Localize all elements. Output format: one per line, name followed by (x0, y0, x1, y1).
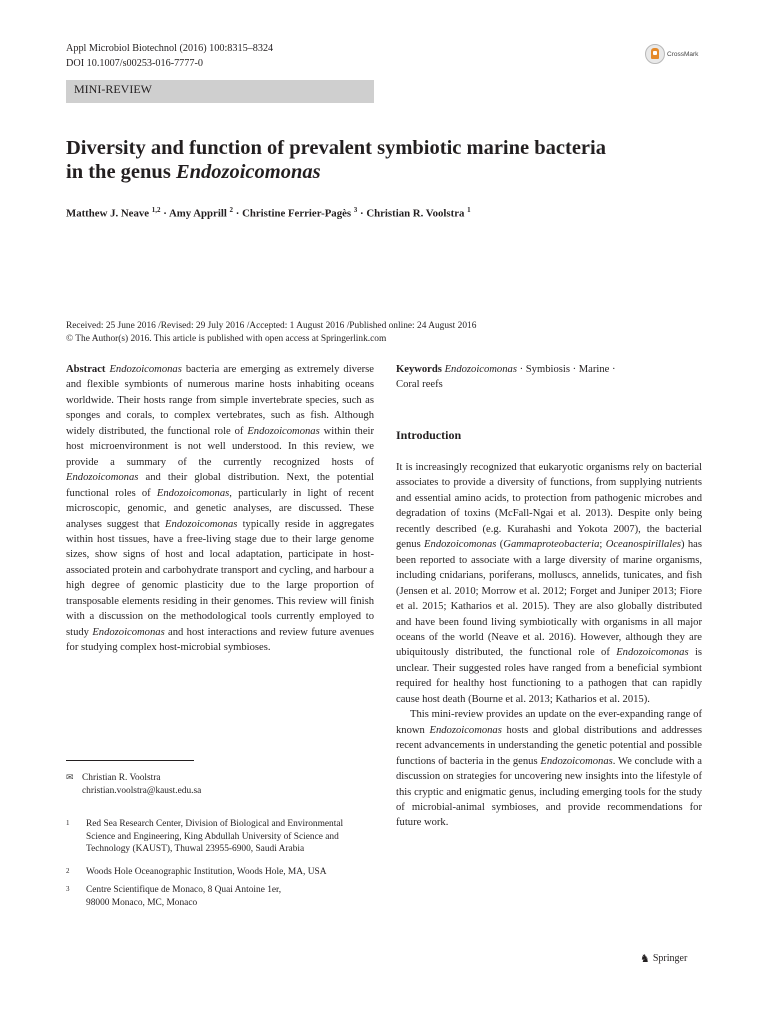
affiliation-line: 98000 Monaco, MC, Monaco (86, 897, 198, 908)
springer-horse-icon: ♞ (640, 952, 650, 965)
envelope-icon: ✉ (66, 773, 74, 783)
text-run: ; (599, 539, 606, 551)
section-heading-introduction: Introduction (396, 428, 462, 442)
open-access-notice: © The Author(s) 2016. This article is published with open access at Springerlink.com (66, 333, 387, 344)
publisher-logo (640, 952, 687, 965)
affiliation-line: Technology (KAUST), Thuwal 23955-6900, Saudi Arabia (86, 844, 305, 854)
affiliation-line: Science and Engineering, King Abdullah University of Science and (86, 831, 339, 842)
italic-term: Endozoicomonas (540, 755, 613, 767)
intro-paragraph-2 (396, 707, 702, 831)
author-list (66, 206, 471, 220)
text-run: It is increasingly recognized that eukaryotic organisms rely on bacterial associates to provide a diversity of functions, from supplying nutrients and essential amino acids, to protection from pathogenic microbes and degradation of toxins (McFall-Ngai et al. 2013). Despite only being recently described (e.g. Kurahashi and Yokota 2007), the bacterial genus (396, 462, 702, 551)
keywords: Keywords Endozoicomonas · Symbiosis · Marine · Coral reefs (396, 364, 616, 391)
abstract (66, 362, 374, 656)
italic-term: Endozoicomonas (165, 518, 238, 530)
author-separator: · (163, 207, 169, 220)
text-run: is unclear. Their suggested roles have ranged from a beneficial symbiont required for healthy host functioning to a pathogen that can rapidly cause host death (Bourne et al. 2013; Katharios et al. 2015). (396, 647, 703, 705)
author-separator: · (360, 207, 367, 220)
italic-term: Endozoicomonas (92, 626, 165, 638)
author-affiliation-mark: 1,2 (151, 206, 161, 214)
correspondence (66, 772, 201, 797)
keyword: Coral reefs (396, 379, 443, 391)
keyword: Marine (578, 364, 610, 375)
affiliation-number: 3 (66, 885, 70, 893)
italic-term: Gammaproteobacteria (503, 539, 600, 551)
crossmark-badge[interactable] (645, 44, 698, 64)
correspondence-name: Christian R. Voolstra (82, 773, 161, 783)
journal-citation-block (66, 41, 273, 71)
italic-term: Oceanospirillales (605, 539, 682, 551)
keywords-label: Keywords (396, 364, 442, 375)
text-run: This mini-review provides an update on the ever-expanding range of known (396, 709, 702, 736)
footnote-divider (66, 760, 194, 761)
italic-term: Endozoicomonas (156, 487, 230, 499)
text-run: ) has been reported to associate with a large diversity of marine organisms, including cnidarians, poriferans, molluscs, annelids, tunicates, and fish (Jensen et al. 2010; Morrow et al. 2012; Forget and Juniper 2013; Fiore et al. 2015; Katharios et al. 2015). They are also globally distributed and have been found living symbiotically with organisms in all major oceans of the world (Neave et al. 2016). However, although they are ubiquitously distributed, the functional role of (396, 539, 702, 659)
text-run: and host interactions and review future avenues for studying complex host-microbial symbioses. (66, 626, 375, 654)
author-affiliation-mark: 3 (353, 206, 358, 214)
affiliation (66, 884, 376, 909)
title-line-2-text: in the genus (66, 161, 176, 183)
author-name[interactable]: Christian R. Voolstra (366, 207, 465, 220)
publication-history (66, 320, 476, 345)
abstract-body (66, 364, 374, 653)
affiliation-number: 1 (66, 819, 70, 827)
crossmark-icon (645, 44, 665, 64)
correspondence-email[interactable]: christian.voolstra@kaust.edu.sa (82, 785, 202, 796)
text-run: and their global distribution. Next, the potential functional roles of (66, 472, 374, 499)
article-title (66, 136, 706, 184)
affiliation-number: 2 (66, 867, 70, 875)
text-run: within their host microenvironment is not well understood. In this review, we provide a summary of the currently recognized hosts of (66, 425, 374, 468)
journal-citation: Appl Microbiol Biotechnol (2016) 100:8315–8324 (66, 43, 274, 54)
intro-paragraph-1 (396, 460, 702, 707)
keyword: Symbiosis (525, 364, 570, 375)
italic-term: Endozoicomonas (429, 724, 502, 736)
author-affiliation-mark: 1 (467, 206, 471, 214)
author-affiliation-mark: 2 (229, 206, 234, 214)
title-line-1: Diversity and function of prevalent symbiotic marine bacteria (66, 137, 606, 159)
publisher-name: Springer (652, 953, 688, 964)
keyword: Endozoicomonas (444, 364, 517, 375)
abstract-paragraph (66, 362, 374, 656)
author-name[interactable]: Amy Apprill (168, 207, 227, 220)
italic-term: Endozoicomonas (247, 425, 320, 437)
affiliation-line: Centre Scientifique de Monaco, 8 Quai Antoine 1er, (86, 885, 282, 895)
text-run: hosts and global distributions and addresses recent advancements in understanding the genetic potential and possible functions of bacteria in the genus (396, 724, 702, 767)
title-line-2 (66, 160, 706, 184)
text-run: bacteria are emerging as extremely diverse and flexible symbionts of numerous marine hosts inhabiting oceans worldwide. Their hosts range from simple invertebrate species, such as sponges and corals, to complex vertebrates, such as fish. Although widely distributed, the functional role of (66, 364, 374, 437)
author-separator: · (235, 207, 243, 220)
article-type-bar: MINI-REVIEW (66, 80, 374, 103)
crossmark-label: CrossMark (667, 50, 699, 58)
dates-line: Received: 25 June 2016 /Revised: 29 July 2016 /Accepted: 1 August 2016 /Published online: 24 August 2016 (66, 321, 477, 331)
italic-term: Endozoicomonas (66, 472, 139, 484)
title-genus: Endozoicomonas (175, 161, 321, 183)
affiliation-line: Woods Hole Oceanographic Institution, Woods Hole, MA, USA (86, 867, 327, 877)
text-run: , particularly in light of recent microscopic, genomic, and genetic analyses, are discussed. These analyses suggest that (66, 487, 374, 530)
italic-term: Endozoicomonas (616, 647, 689, 659)
author-name[interactable]: Christine Ferrier-Pagès (242, 207, 352, 220)
introduction-body (396, 460, 702, 831)
author-name[interactable]: Matthew J. Neave (66, 207, 150, 220)
affiliation-line: Red Sea Research Center, Division of Biological and Environmental (86, 819, 344, 829)
text-run: typically reside in aggregates within host tissues, have a free-living stage due to their large genome sizes, show signs of host and local adaptation, participate in host-associated protein and carbohydrate transport and cycling, and harbour a high degree of genomic plasticity due to the large proportion of transposable elements residing in their genomes. This review will finish with a discussion on the methodological tools currently employed to study (66, 518, 374, 638)
italic-term: Endozoicomonas (424, 539, 497, 551)
italic-term: Endozoicomonas (109, 364, 182, 375)
text-run: . We conclude with a discussion on strategies for uncovering new insights into the lifestyle of this cryptic and enigmatic genus, including emerging tools for the study of microbial-animal symbioses, and provide recommendations for future work. (396, 755, 702, 829)
text-run: ( (496, 539, 504, 551)
affiliation (66, 866, 376, 879)
abstract-label: Abstract (66, 364, 106, 375)
affiliation (66, 818, 376, 856)
doi[interactable]: DOI 10.1007/s00253-016-7777-0 (66, 58, 203, 69)
